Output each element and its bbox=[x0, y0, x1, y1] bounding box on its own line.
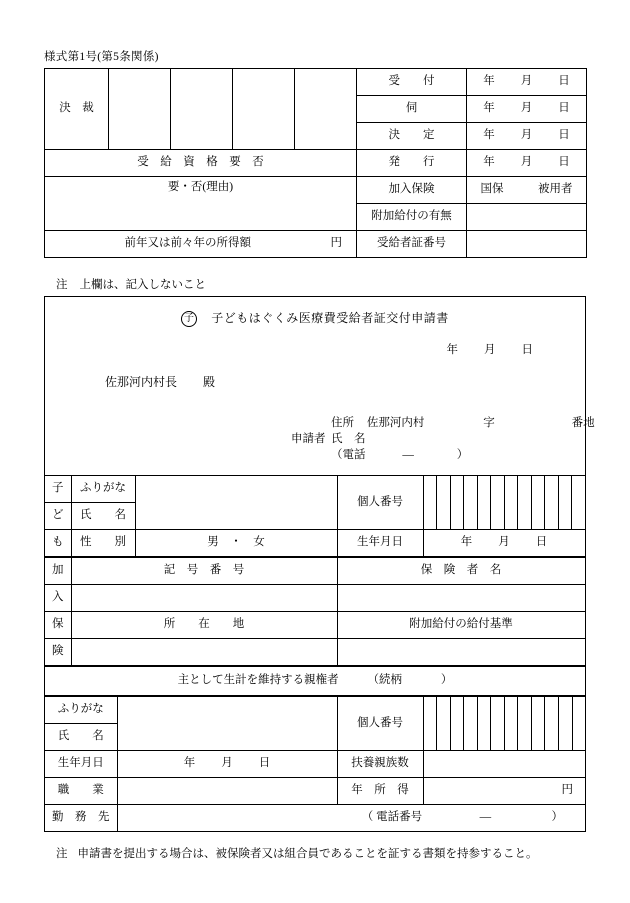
form-number: 様式第1号(第5条関係) bbox=[44, 51, 159, 63]
child-personal-no-label: 個人番号 bbox=[337, 476, 423, 530]
annual-income-input[interactable] bbox=[423, 778, 585, 805]
child-furigana-label: ふりがな bbox=[71, 476, 135, 503]
table-row bbox=[45, 805, 585, 832]
digit-cell[interactable] bbox=[491, 476, 505, 529]
guardian-name-label: 氏 名 bbox=[45, 724, 117, 751]
note-top bbox=[56, 276, 206, 292]
occupation-label: 職 業 bbox=[45, 778, 117, 805]
phone-close: ） bbox=[456, 449, 469, 461]
note-label: 注 bbox=[56, 848, 68, 860]
annual-income-label: 年 所 得 bbox=[337, 778, 423, 805]
dependents-label: 扶養親族数 bbox=[337, 751, 423, 778]
decision-stamp-3 bbox=[233, 69, 295, 150]
child-gender-options[interactable]: 男 ・ 女 bbox=[135, 530, 337, 557]
dependents-input[interactable] bbox=[423, 751, 585, 778]
table-row bbox=[45, 697, 585, 724]
extra-benefit-standard-label: 附加給付の給付基準 bbox=[337, 612, 585, 639]
digit-cell[interactable] bbox=[532, 697, 546, 750]
month-label: 月 bbox=[520, 75, 533, 88]
digit-cell[interactable] bbox=[437, 697, 451, 750]
month-label: 月 bbox=[520, 129, 533, 142]
table-row bbox=[45, 476, 585, 503]
applicant-block bbox=[291, 415, 595, 463]
income-field bbox=[45, 231, 357, 258]
addressee-suffix: 殿 bbox=[203, 375, 216, 389]
note-text: 上欄は、記入しないこと bbox=[79, 279, 206, 291]
extra-benefit-label: 附加給付の有無 bbox=[357, 204, 467, 231]
table-row bbox=[45, 558, 585, 585]
table-row bbox=[45, 751, 585, 778]
annual-income-unit: 円 bbox=[561, 784, 573, 797]
decision-result-date bbox=[467, 123, 587, 150]
decision-label: 決 裁 bbox=[45, 69, 109, 150]
digit-cell[interactable] bbox=[464, 697, 478, 750]
child-name-label: 氏 名 bbox=[71, 503, 135, 530]
guardian-header-label: 主として生計を維持する親権者 bbox=[177, 674, 339, 687]
digit-cell[interactable] bbox=[559, 476, 573, 529]
year-label: 年 bbox=[446, 344, 458, 356]
month-label: 月 bbox=[221, 757, 233, 770]
income-unit: 円 bbox=[330, 237, 342, 250]
insurance-vertical-label-1: 加 bbox=[45, 558, 71, 585]
occupation-input[interactable] bbox=[117, 778, 337, 805]
recipient-no-label: 受給者証番号 bbox=[357, 231, 467, 258]
table-row bbox=[45, 639, 585, 666]
digit-cell[interactable] bbox=[451, 697, 465, 750]
extra-benefit-value bbox=[467, 204, 587, 231]
year-label: 年 bbox=[483, 156, 495, 169]
guardian-furigana-label: ふりがな bbox=[45, 697, 117, 724]
child-birth-label: 生年月日 bbox=[337, 530, 423, 557]
child-circle-mark: 子 bbox=[181, 311, 197, 327]
child-section bbox=[45, 475, 586, 557]
guardian-name-input[interactable] bbox=[117, 697, 337, 751]
inquiry-date bbox=[467, 96, 587, 123]
day-label: 日 bbox=[558, 102, 570, 115]
decision-stamp-2 bbox=[171, 69, 233, 150]
digit-cell[interactable] bbox=[505, 476, 519, 529]
table-row bbox=[45, 150, 587, 177]
guardian-header-cell bbox=[45, 667, 585, 696]
child-name-input[interactable] bbox=[135, 476, 337, 530]
location-label: 所 在 地 bbox=[71, 612, 337, 639]
name-label: 氏 名 bbox=[331, 433, 366, 445]
table-row bbox=[45, 778, 585, 805]
table-row bbox=[45, 177, 587, 204]
extra-benefit-standard-input[interactable] bbox=[337, 639, 585, 666]
note-label: 注 bbox=[56, 279, 68, 291]
insurance-vertical-label-4: 険 bbox=[45, 639, 71, 666]
guardian-personal-no-input[interactable] bbox=[423, 697, 585, 751]
day-label: 日 bbox=[258, 757, 271, 770]
eligibility-label: 受 給 資 格 要 否 bbox=[45, 150, 357, 177]
addressee-name: 佐那河内村長 bbox=[105, 375, 178, 389]
digit-cell[interactable] bbox=[491, 697, 505, 750]
digit-cell[interactable] bbox=[545, 476, 559, 529]
symbol-number-label: 記 号 番 号 bbox=[71, 558, 337, 585]
year-label: 年 bbox=[483, 75, 495, 88]
year-label: 年 bbox=[483, 102, 495, 115]
issue-label: 発 行 bbox=[357, 150, 467, 177]
guardian-birth-date[interactable] bbox=[117, 751, 337, 778]
table-row bbox=[45, 612, 585, 639]
digit-cell[interactable] bbox=[464, 476, 478, 529]
guardian-personal-no-label: 個人番号 bbox=[337, 697, 423, 751]
applicant-name-row bbox=[291, 431, 595, 447]
guardian-relation-label: （続柄 bbox=[367, 674, 402, 687]
digit-cell[interactable] bbox=[572, 476, 585, 529]
issue-date bbox=[467, 150, 587, 177]
insurance-vertical-label-3: 保 bbox=[45, 612, 71, 639]
application-title-text: 子どもはぐくみ医療費受給者証交付申請書 bbox=[211, 311, 449, 325]
address-label: 住所 bbox=[331, 417, 354, 429]
child-gender-label: 性 別 bbox=[71, 530, 135, 557]
workplace-label: 勤 務 先 bbox=[45, 805, 117, 832]
location-input[interactable] bbox=[71, 639, 337, 666]
day-label: 日 bbox=[558, 129, 570, 142]
digit-cell[interactable] bbox=[505, 697, 519, 750]
child-birth-date[interactable] bbox=[423, 530, 585, 557]
year-label: 年 bbox=[183, 757, 196, 770]
address-value: 佐那河内村 bbox=[366, 417, 425, 429]
workplace-phone-label: （ 電話番号 — ） bbox=[361, 811, 563, 824]
table-row bbox=[45, 69, 587, 96]
application-form bbox=[44, 296, 595, 832]
insurance-vertical-label-2: 入 bbox=[45, 585, 71, 612]
digit-cell[interactable] bbox=[478, 697, 492, 750]
table-row bbox=[45, 667, 585, 696]
application-header bbox=[45, 297, 595, 475]
personal-number-boxes[interactable] bbox=[424, 476, 585, 529]
day-label: 日 bbox=[535, 536, 548, 549]
digit-cell[interactable] bbox=[545, 697, 559, 750]
reason-field: 要・否(理由) bbox=[45, 177, 357, 231]
application-title bbox=[45, 309, 585, 327]
month-label: 月 bbox=[484, 344, 496, 356]
table-row bbox=[45, 585, 585, 612]
insurer-name-input[interactable] bbox=[337, 585, 585, 612]
phone-dash: — bbox=[402, 449, 414, 461]
digit-cell[interactable] bbox=[518, 476, 532, 529]
receipt-date bbox=[467, 69, 587, 96]
recipient-no-value bbox=[467, 231, 587, 258]
digit-cell[interactable] bbox=[451, 476, 465, 529]
workplace-input[interactable] bbox=[117, 805, 585, 832]
month-label: 月 bbox=[520, 102, 533, 115]
year-label: 年 bbox=[460, 536, 473, 549]
digit-cell[interactable] bbox=[478, 476, 492, 529]
digit-cell[interactable] bbox=[559, 697, 573, 750]
child-vertical-label-3: も bbox=[45, 530, 71, 557]
receipt-label: 受 付 bbox=[357, 69, 467, 96]
applicant-phone-row bbox=[291, 447, 595, 463]
addressee bbox=[105, 373, 215, 390]
guardian-birth-label: 生年月日 bbox=[45, 751, 117, 778]
applicant-address-row bbox=[291, 415, 595, 431]
decision-stamp-4 bbox=[295, 69, 357, 150]
day-label: 日 bbox=[558, 156, 570, 169]
month-label: 月 bbox=[520, 156, 533, 169]
child-vertical-label-1: 子 bbox=[45, 476, 71, 503]
insurance-section bbox=[45, 557, 586, 666]
month-label: 月 bbox=[498, 536, 510, 549]
applicant-label: 申請者 bbox=[291, 433, 326, 445]
day-label: 日 bbox=[558, 75, 570, 88]
address-aza: 字 bbox=[483, 417, 495, 429]
digit-cell[interactable] bbox=[424, 697, 438, 750]
insurance-type-options: 国保 被用者 bbox=[467, 177, 587, 204]
decision-stamp-1 bbox=[109, 69, 171, 150]
insurer-name-label: 保 険 者 名 bbox=[337, 558, 585, 585]
decision-table bbox=[44, 68, 587, 258]
application-date bbox=[447, 341, 534, 357]
digit-cell[interactable] bbox=[532, 476, 546, 529]
phone-label: （電話 bbox=[331, 449, 366, 461]
day-label: 日 bbox=[521, 344, 533, 356]
note-bottom bbox=[56, 845, 538, 861]
child-personal-no-input[interactable] bbox=[423, 476, 585, 530]
table-row bbox=[45, 231, 587, 258]
child-vertical-label-2: ど bbox=[45, 503, 71, 530]
note-text: 申請書を提出する場合は、被保険者又は組合員であることを証する書類を持参すること。 bbox=[77, 848, 538, 860]
guardian-section bbox=[45, 696, 585, 832]
address-banchi: 番地 bbox=[571, 417, 595, 429]
digit-cell[interactable] bbox=[424, 476, 438, 529]
insurance-type-label: 加入保険 bbox=[357, 177, 467, 204]
digit-cell[interactable] bbox=[518, 697, 532, 750]
inquiry-label: 伺 bbox=[357, 96, 467, 123]
symbol-number-input[interactable] bbox=[71, 585, 337, 612]
table-row bbox=[45, 530, 585, 557]
digit-cell[interactable] bbox=[437, 476, 451, 529]
guardian-relation-close: ） bbox=[440, 674, 453, 687]
digit-cell[interactable] bbox=[573, 697, 586, 750]
personal-number-boxes[interactable] bbox=[424, 697, 586, 750]
guardian-header bbox=[45, 666, 585, 696]
year-label: 年 bbox=[483, 129, 495, 142]
income-label: 前年又は前々年の所得額 bbox=[124, 237, 251, 250]
decision-result-label: 決 定 bbox=[357, 123, 467, 150]
